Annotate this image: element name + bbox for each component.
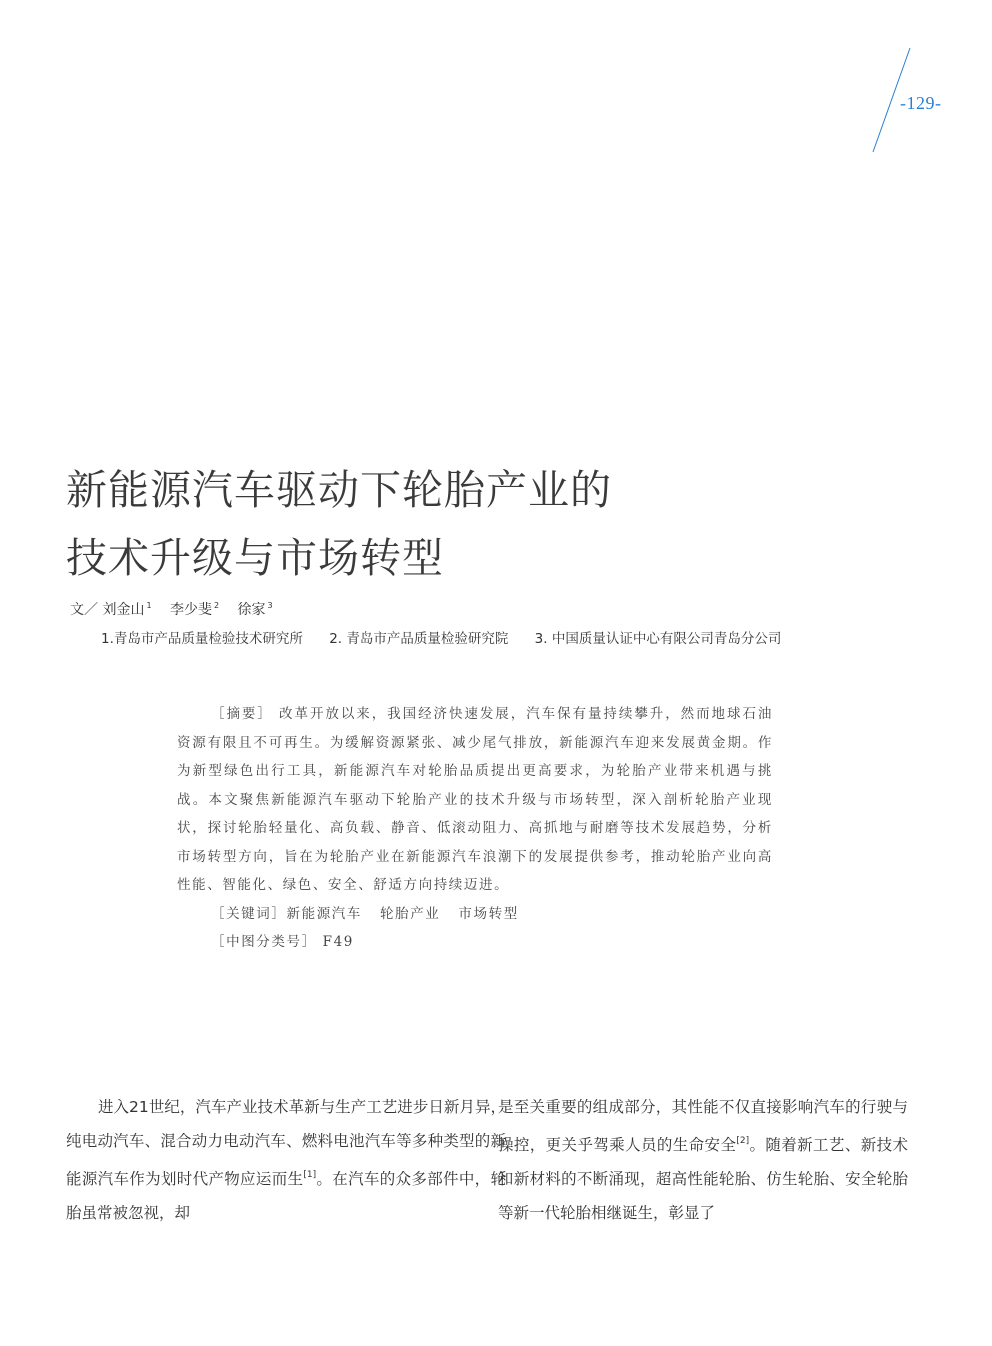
body-column-right (498, 1090, 908, 1230)
author-mark: 2 (214, 601, 220, 610)
affiliation-3: 3. 中国质量认证中心有限公司青岛分公司 (534, 631, 782, 647)
classification-line (177, 928, 773, 957)
affiliation-2: 2. 青岛市产品质量检验研究院 (329, 631, 509, 647)
keyword-3: 市场转型 (458, 905, 519, 922)
author-name: 刘金山 (102, 602, 145, 618)
author-name: 李少斐 (170, 602, 212, 618)
author-mark: 3 (267, 601, 273, 610)
citation-ref: [1] (303, 1170, 317, 1180)
affiliation-1: 1.青岛市产品质量检验技术研究所 (101, 631, 303, 647)
title-line-2: 技术升级与市场转型 (66, 534, 444, 582)
keyword-1: 新能源汽车 (286, 905, 362, 922)
keywords-line (177, 900, 773, 929)
title-line-1: 新能源汽车驱动下轮胎产业的 (66, 466, 612, 514)
abstract-text: 改革开放以来，我国经济快速发展，汽车保有量持续攀升，然而地球石油资源有限且不可再生。为缓解资源紧张、减少尾气排放，新能源汽车迎来发展黄金期。作为新型绿色出行工具，新能源汽车对轮胎品质提出更高要求，为轮胎产业带来机遇与挑战。本文聚焦新能源汽车驱动下轮胎产业的技术升级与市场转型，深入剖析轮胎产业现状，探讨轮胎轻量化、高负载、静音、低滚动阻力、高抓地与耐磨等技术发展趋势，分析市场转型方向，旨在为轮胎产业在新能源汽车浪潮下的发展提供参考，推动轮胎产业向高性能、智能化、绿色、安全、舒适方向持续迈进。 (177, 706, 773, 893)
body-text: 。随着新工艺、新技术和新材料的不断涌现，超高性能轮胎、仿生轮胎、安全轮胎等新一代轮胎相继诞生，彰显了 (498, 1136, 908, 1222)
body-column-left (66, 1090, 506, 1230)
author-1 (102, 602, 151, 618)
author-name: 徐家 (237, 602, 266, 618)
body-paragraph (66, 1090, 506, 1230)
keyword-2: 轮胎产业 (380, 905, 441, 922)
abstract-block (177, 700, 773, 957)
keywords-label: ［关键词］ (211, 905, 287, 922)
page-number: -129- (900, 93, 942, 113)
body-paragraph (498, 1090, 908, 1230)
author-line (70, 599, 287, 619)
abstract-paragraph (177, 700, 773, 900)
classification-label: ［中图分类号］ (211, 934, 317, 950)
citation-ref: [2] (736, 1136, 750, 1146)
author-3 (238, 602, 273, 618)
abstract-label: ［摘要］ (211, 706, 273, 722)
body-text: 是至关重要的组成部分，其性能不仅直接影响汽车的行驶与操控，更关乎驾乘人员的生命安全 (498, 1098, 908, 1154)
affiliation-line (101, 627, 803, 647)
author-mark: 1 (146, 601, 152, 610)
author-prefix: 文／ (70, 602, 98, 618)
body-text: 。在汽车的众多部件中，轮胎虽常被忽视，却 (66, 1170, 506, 1222)
classification-code: F49 (322, 934, 354, 950)
body-text: 进入21世纪，汽车产业技术革新与生产工艺进步日新月异，纯电动汽车、混合动力电动汽车、燃料电池汽车等多种类型的新能源汽车作为划时代产物应运而生 (66, 1098, 506, 1188)
article-title (66, 456, 612, 592)
author-2 (170, 602, 219, 618)
decorative-slash-line (0, 0, 992, 200)
